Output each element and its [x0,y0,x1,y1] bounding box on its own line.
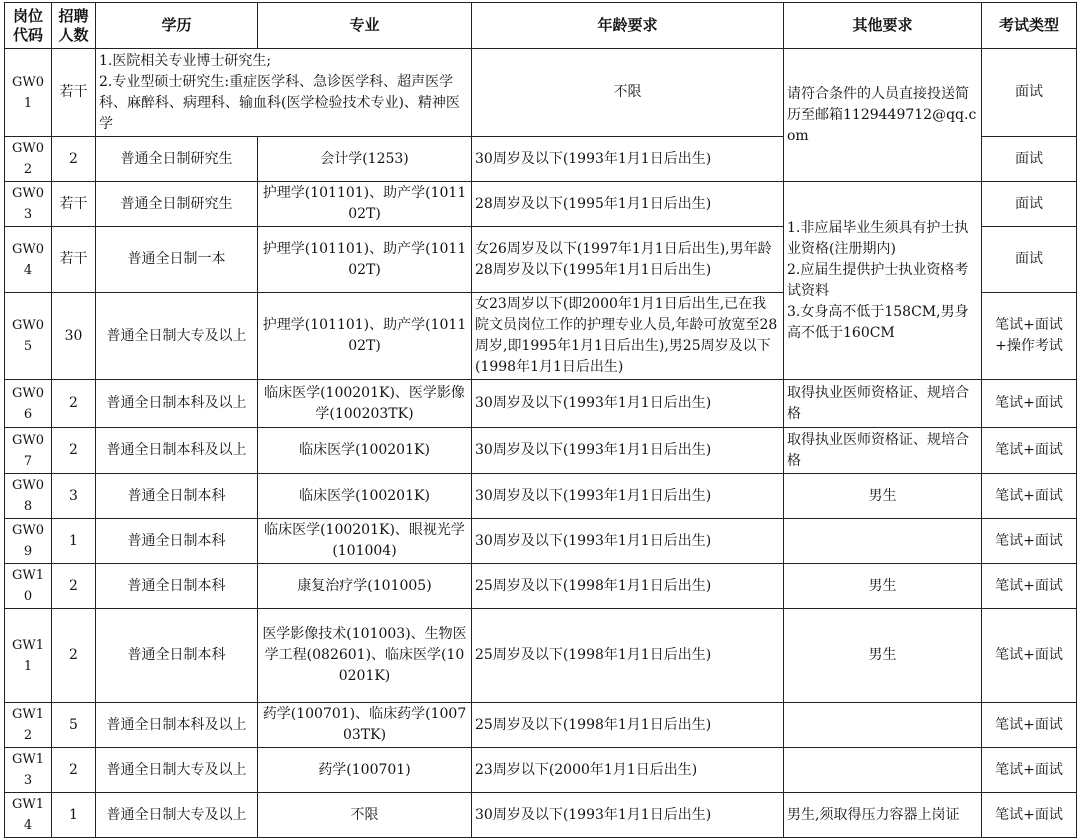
cell-count: 2 [52,137,96,182]
cell-code: GW10 [5,564,52,609]
cell-count: 若干 [52,227,96,293]
cell-code: GW06 [5,380,52,428]
cell-other: 男生 [784,564,982,609]
cell-exam: 面试 [982,137,1077,182]
header-education: 学历 [96,3,258,49]
cell-major: 护理学(101101)、助产学(101102T) [258,182,472,227]
cell-major: 不限 [258,793,472,838]
cell-count: 1 [52,793,96,838]
cell-education: 普通全日制本科及以上 [96,380,258,428]
cell-code: GW14 [5,793,52,838]
cell-major: 临床医学(100201K) [258,428,472,474]
cell-education: 普通全日制本科及以上 [96,703,258,748]
cell-education: 1.医院相关专业博士研究生; 2.专业型硕士研究生:重症医学科、急诊医学科、超声医学科、麻醉科、病理科、输血科(医学检验技术专业)、精神医学 [96,49,472,137]
cell-major: 医学影像技术(101003)、生物医学工程(082601)、临床医学(100201K) [258,609,472,703]
cell-exam: 笔试+面试 [982,609,1077,703]
table-row [5,703,1077,748]
cell-major: 药学(100701) [258,748,472,793]
cell-code: GW11 [5,609,52,703]
cell-other: 取得执业医师资格证、规培合格 [784,428,982,474]
cell-education: 普通全日制本科 [96,609,258,703]
cell-other: 男生 [784,609,982,703]
cell-age: 25周岁及以下(1998年1月1日后出生) [472,609,784,703]
cell-age: 30周岁及以下(1993年1月1日后出生) [472,137,784,182]
cell-major: 临床医学(100201K) [258,474,472,519]
cell-major: 临床医学(100201K)、医学影像学(100203TK) [258,380,472,428]
cell-major: 药学(100701)、临床药学(100703TK) [258,703,472,748]
cell-age: 女26周岁及以下(1997年1月1日后出生),男年龄28周岁及以下(1995年1月1日后出生) [472,227,784,293]
cell-age: 不限 [472,49,784,137]
cell-count: 2 [52,428,96,474]
cell-count: 若干 [52,182,96,227]
cell-age: 25周岁及以下(1998年1月1日后出生) [472,703,784,748]
cell-education: 普通全日制本科及以上 [96,428,258,474]
cell-major: 护理学(101101)、助产学(101102T) [258,293,472,380]
table-row [5,564,1077,609]
cell-age: 30周岁及以下(1993年1月1日后出生) [472,474,784,519]
cell-exam: 面试 [982,182,1077,227]
cell-code: GW04 [5,227,52,293]
cell-exam: 笔试+面试 [982,564,1077,609]
header-major: 专业 [258,3,472,49]
cell-count: 3 [52,474,96,519]
table-row [5,428,1077,474]
cell-education: 普通全日制研究生 [96,137,258,182]
cell-count: 若干 [52,49,96,137]
cell-age: 25周岁及以下(1998年1月1日后出生) [472,564,784,609]
cell-code: GW12 [5,703,52,748]
table-row [5,793,1077,838]
cell-code: GW05 [5,293,52,380]
cell-other [784,519,982,564]
cell-education: 普通全日制一本 [96,227,258,293]
cell-code: GW07 [5,428,52,474]
cell-age: 30周岁及以下(1993年1月1日后出生) [472,793,784,838]
cell-count: 2 [52,564,96,609]
table-row [5,49,1077,137]
cell-education: 普通全日制研究生 [96,182,258,227]
header-code: 岗位代码 [5,3,52,49]
cell-code: GW08 [5,474,52,519]
header-other: 其他要求 [784,3,982,49]
cell-code: GW01 [5,49,52,137]
cell-age: 28周岁及以下(1995年1月1日后出生) [472,182,784,227]
cell-other-merged: 请符合条件的人员直接投送简历至邮箱1129449712@qq.com [784,49,982,182]
cell-education: 普通全日制本科 [96,519,258,564]
cell-code: GW03 [5,182,52,227]
cell-age: 30周岁及以下(1993年1月1日后出生) [472,428,784,474]
header-age: 年龄要求 [472,3,784,49]
cell-exam: 笔试+面试+操作考试 [982,293,1077,380]
header-count: 招聘人数 [52,3,96,49]
cell-count: 2 [52,609,96,703]
table-row [5,519,1077,564]
cell-exam: 笔试+面试 [982,474,1077,519]
cell-exam: 笔试+面试 [982,748,1077,793]
cell-other: 男生 [784,474,982,519]
cell-major: 康复治疗学(101005) [258,564,472,609]
table-row [5,380,1077,428]
header-row [5,3,1077,49]
cell-age: 30周岁及以下(1993年1月1日后出生) [472,380,784,428]
cell-age: 女23周岁以下(即2000年1月1日后出生,已在我院文员岗位工作的护理专业人员,年龄可放宽至28周岁,即1995年1月1日后出生),男25周岁及以下(1998年1月1日后出生) [472,293,784,380]
cell-major: 护理学(101101)、助产学(101102T) [258,227,472,293]
cell-other [784,703,982,748]
table-row [5,748,1077,793]
cell-age: 23周岁以下(2000年1月1日后出生) [472,748,784,793]
cell-education: 普通全日制本科 [96,474,258,519]
cell-major: 临床医学(100201K)、眼视光学(101004) [258,519,472,564]
cell-code: GW09 [5,519,52,564]
cell-code: GW13 [5,748,52,793]
cell-exam: 笔试+面试 [982,703,1077,748]
cell-education: 普通全日制大专及以上 [96,748,258,793]
cell-education: 普通全日制大专及以上 [96,293,258,380]
cell-education: 普通全日制大专及以上 [96,793,258,838]
recruitment-table [4,2,1077,838]
cell-other-merged: 1.非应届毕业生须具有护士执业资格(注册期内) 2.应届生提供护士执业资格考试资料 3.女身高不低于158CM,男身高不低于160CM [784,182,982,380]
table-row [5,182,1077,227]
cell-other [784,748,982,793]
cell-other: 男生,须取得压力容器上岗证 [784,793,982,838]
cell-exam: 笔试+面试 [982,380,1077,428]
cell-exam: 笔试+面试 [982,793,1077,838]
header-exam: 考试类型 [982,3,1077,49]
cell-exam: 面试 [982,49,1077,137]
table-row [5,609,1077,703]
cell-other: 取得执业医师资格证、规培合格 [784,380,982,428]
cell-education: 普通全日制本科 [96,564,258,609]
cell-exam: 笔试+面试 [982,428,1077,474]
cell-exam: 面试 [982,227,1077,293]
cell-code: GW02 [5,137,52,182]
cell-count: 30 [52,293,96,380]
cell-count: 2 [52,380,96,428]
cell-count: 1 [52,519,96,564]
cell-exam: 笔试+面试 [982,519,1077,564]
cell-major: 会计学(1253) [258,137,472,182]
table-row [5,474,1077,519]
cell-count: 5 [52,703,96,748]
cell-age: 30周岁及以下(1993年1月1日后出生) [472,519,784,564]
cell-count: 2 [52,748,96,793]
